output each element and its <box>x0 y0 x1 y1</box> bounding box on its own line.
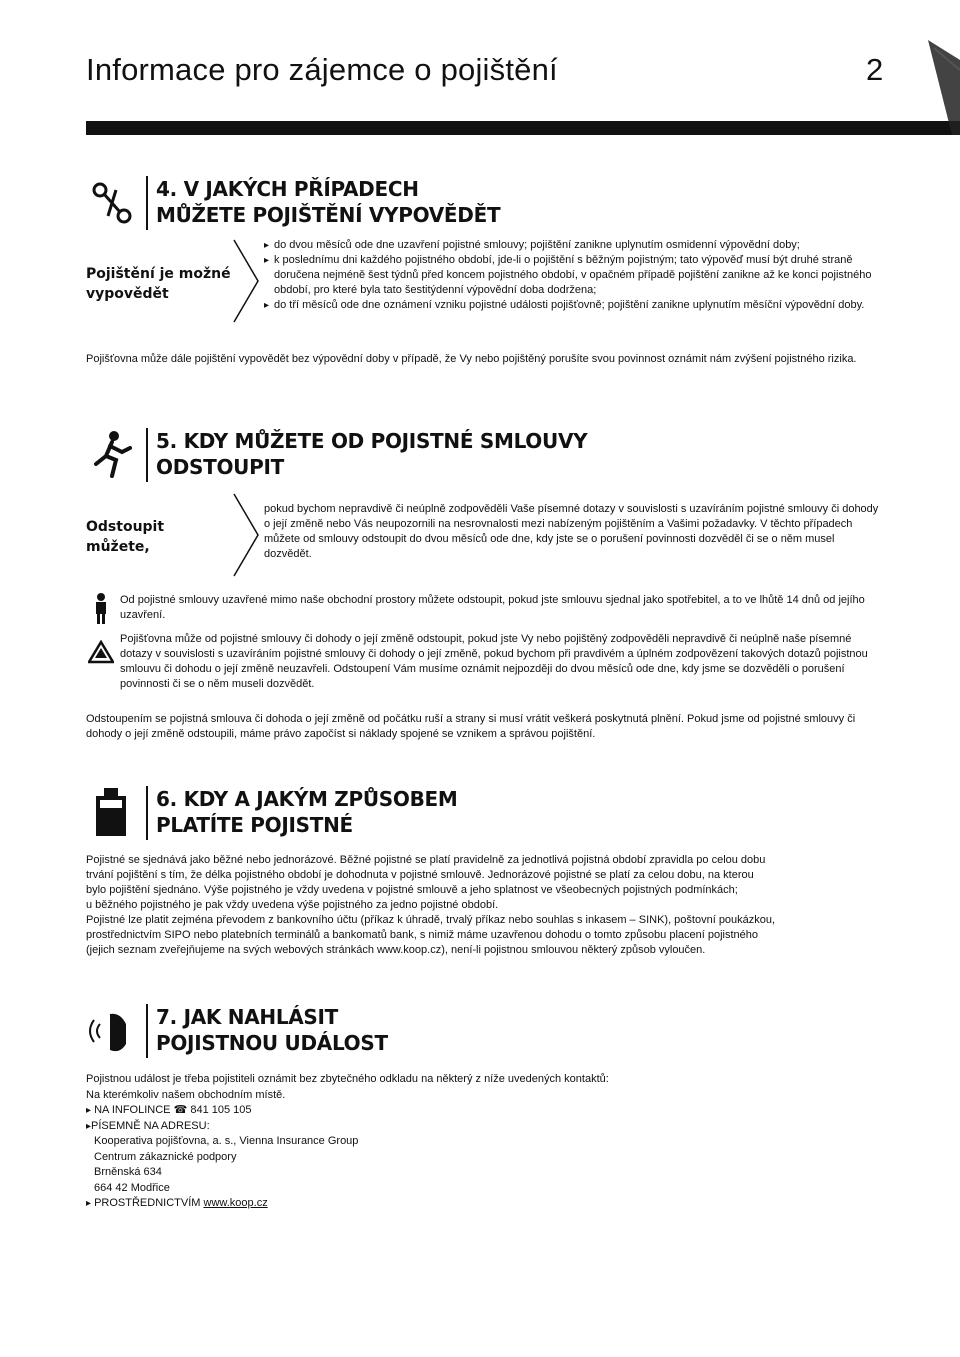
section-4-bullet-list <box>264 238 884 313</box>
section-5-text: pokud bychom nepravdivě či neúplně zodpověděli Vaše písemné dotazy v souvislosti s uzavíráním pojistné smlouvy či dohody o její změně nebo Vás neupozornili na nesrovnalosti mezi nabízeným pojištěním a Vašimi požadavky. V těchto případech můžete od smlouvy odstoupit do dvou měsíců ode dne, kdy jste se o porušení povinnosti dozvěděl či se o něm musel dozvědět. <box>264 503 879 560</box>
header-divider-bar <box>86 121 960 135</box>
infoline-number: 841 105 105 <box>190 1104 252 1116</box>
section-4-note: Pojišťovna může dále pojištění vypovědět bez výpovědní doby v případě, že Vy nebo pojištěný porušíte svou povinnost oznámit nám zvýšení pojistného rizika. <box>86 353 857 365</box>
address-line: Brněnská 634 <box>94 1166 162 1178</box>
scissors-icon <box>86 176 138 230</box>
web-item <box>86 1196 886 1212</box>
running-person-icon <box>86 428 138 482</box>
section-5-person-note: Od pojistné smlouvy uzavřené mimo naše obchodní prostory můžete odstoupit, pokud jste smlouvu sjednal jako spotřebitel, a to ve lhůtě 14 dnů od jejího uzavření. <box>120 594 865 621</box>
telephone-icon: ☎ <box>173 1104 188 1116</box>
section-5-title-line1: 5. KDY MŮŽETE OD POJISTNÉ SMLOUVY <box>156 429 588 453</box>
heading-separator <box>146 1004 148 1058</box>
address-label: ▸ PÍSEMNĚ NA ADRESU: <box>86 1119 886 1135</box>
section-6-title-line2: PLATÍTE POJISTNÉ <box>156 813 353 837</box>
bullet-item: ▸ k poslednímu dni každého pojistného období, jde-li o pojištění s běžným pojistným; tato výpověď musí být druhé straně doručena nejméně šest týdnů před koncem pojistného období, v opačném případě pojištění zanikne až ke konci pojistného období, pro které byla tato šestitýdenní výpovědní doba dodržena; <box>264 253 884 298</box>
side-label-line2: vypovědět <box>86 286 169 302</box>
heading-separator <box>146 786 148 840</box>
heading-separator <box>146 428 148 482</box>
web-link[interactable]: www.koop.cz <box>203 1197 268 1209</box>
text-line: trvání pojištění s tím, že délka pojistného období je dohodnuta v pojistné smlouvě. Jednorázové pojistné se platí za celou dobu, na kterou <box>86 869 754 881</box>
section-5-closing: Odstoupením se pojistná smlouva či dohoda o její změně od počátku ruší a strany si musí vrátit veškerá poskytnutá plnění. Pokud jsme od pojistné smlouvy či dohody o její změně odstoupili, máme právo započíst si náklady spojené se vznikem a správou pojištění. <box>86 713 856 740</box>
section-6-paragraph <box>86 853 896 958</box>
page-header-title: Informace pro zájemce o pojištění <box>86 52 558 87</box>
section-5-side-label <box>86 517 164 557</box>
side-label-line1: Odstoupit <box>86 519 165 535</box>
bullet-item: ▸ do dvou měsíců ode dne uzavření pojistné smlouvy; pojištění zanikne uplynutím osmidenní výpovědní doby; <box>264 238 884 253</box>
payment-icon <box>86 786 138 840</box>
web-label: PROSTŘEDNICTVÍM <box>94 1197 201 1209</box>
text-line: bylo pojištění sjednáno. Výše pojistného je vždy uvedena v pojistné smlouvě a jeho splatnost ve všeobecných pojistných podmínkách; <box>86 884 738 896</box>
section-4-title-line2: MŮŽETE POJIŠTĚNÍ VYPOVĚDĚT <box>156 203 501 227</box>
phone-call-icon <box>86 1004 138 1058</box>
section-7-contact-list <box>86 1072 886 1212</box>
section-5-title-line2: ODSTOUPIT <box>156 455 284 479</box>
text-line: u běžného pojistného je pak vždy uvedena výše pojistného za jedno pojistné období. <box>86 899 499 911</box>
section-7-intro-line1: Pojistnou událost je třeba pojistiteli oznámit bez zbytečného odkladu na některý z níže uvedených kontaktů: <box>86 1073 609 1085</box>
side-label-line1: Pojištění je možné <box>86 266 231 282</box>
text-line: (jejich seznam zveřejňujeme na svých webových stránkách www.koop.cz), není-li pojistnou smlouvou některý způsob vyloučen. <box>86 944 706 956</box>
section-5-heading <box>86 428 587 482</box>
section-4-chevron <box>232 238 262 324</box>
warning-icon <box>88 640 114 669</box>
person-icon <box>92 592 110 629</box>
infoline-item <box>86 1103 886 1119</box>
text-line: Pojistné lze platit zejména převodem z bankovního účtu (příkaz k úhradě, trvalý příkaz nebo souhlas s inkasem – SINK), poštovní poukázkou, <box>86 914 776 926</box>
section-7-heading <box>86 1004 388 1058</box>
heading-separator <box>146 176 148 230</box>
address-line: Centrum zákaznické podpory <box>94 1150 237 1163</box>
address-line: Kooperativa pojišťovna, a. s., Vienna Insurance Group <box>94 1135 359 1147</box>
section-5-chevron <box>232 492 262 578</box>
section-6-title-line1: 6. KDY A JAKÝM ZPŮSOBEM <box>156 787 458 811</box>
address-line: 664 42 Modřice <box>94 1181 170 1194</box>
text-line: prostřednictvím SIPO nebo platebních terminálů a bankomatů bank, s nimiž máme uzavřenou dohodu o tomto způsobu placení pojistného <box>86 929 758 941</box>
bullet-item: ▸ do tří měsíců ode dne oznámení vzniku pojistné události pojišťovně; pojištění zanikne uplynutím měsíční výpovědní doby. <box>264 298 884 313</box>
page-number: 2 <box>866 52 884 87</box>
section-7-title-line2: POJISTNOU UDÁLOST <box>156 1031 388 1055</box>
section-4-heading <box>86 176 500 230</box>
section-6-heading <box>86 786 458 840</box>
infoline-label: NA INFOLINCE <box>94 1104 171 1116</box>
section-7-intro-line2: Na kterémkoliv našem obchodním místě. <box>86 1088 286 1101</box>
corner-scan-mark <box>920 40 960 135</box>
section-7-title-line1: 7. JAK NAHLÁSIT <box>156 1005 339 1029</box>
section-4-title-line1: 4. V JAKÝCH PŘÍPADECH <box>156 177 419 201</box>
section-5-warning-note: Pojišťovna může od pojistné smlouvy či dohody o její změně odstoupit, pokud jste Vy nebo pojištěný zodpověděli nepravdivě či neúplně naše písemné dotazy v souvislosti s uzavíráním pojistné smlouvy či dohody o její změně, pokud bychom při pravdivém a úplném zodpovězení takových dotazů pojistnou smlouvu či dohodu o její změně neuzavřeli. Odstoupení Vám musíme oznámit nejpozději do dvou měsíců ode dne, kdy jsme se dozvěděli o porušení povinnosti či se o něm museli dozvědět. <box>120 633 868 690</box>
section-4-side-label <box>86 264 231 304</box>
side-label-line2: můžete, <box>86 539 150 555</box>
text-line: Pojistné se sjednává jako běžné nebo jednorázové. Běžné pojistné se platí pravidelně za jednotlivá pojistná období zpravidla po celou dobu <box>86 854 766 866</box>
